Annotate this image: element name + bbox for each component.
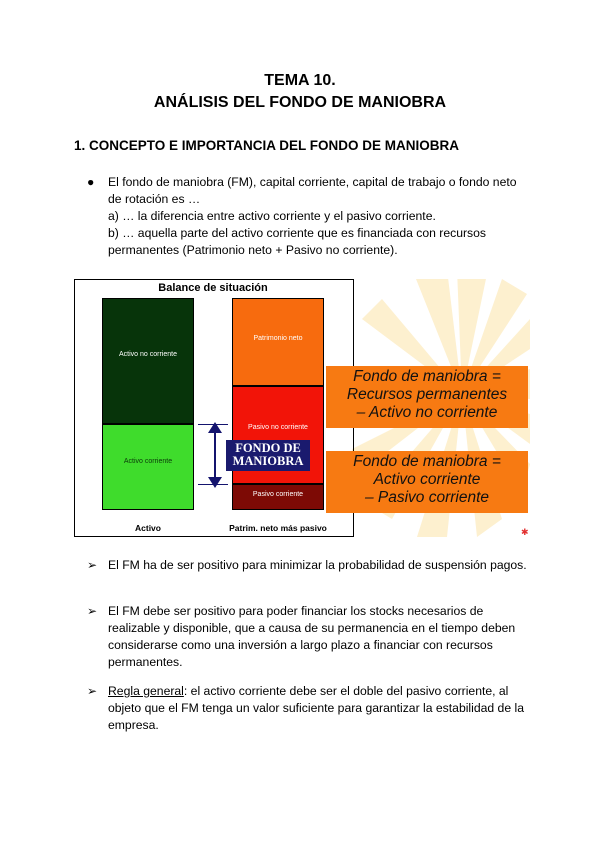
regla-general-label: Regla general <box>108 684 184 698</box>
formula1-line2: Recursos permanentes <box>346 386 508 403</box>
block-activo-corriente <box>102 424 194 510</box>
section-heading: 1. CONCEPTO E IMPORTANCIA DEL FONDO DE MANIOBRA <box>74 138 460 153</box>
arrow-bullet-icon: ➢ <box>87 684 98 698</box>
fm-box-line1: FONDO DE <box>235 441 301 455</box>
list-item <box>87 683 527 734</box>
corner-logo-icon: ✱ <box>521 527 529 537</box>
arrow-up-icon <box>208 422 222 433</box>
document-title-line1: TEMA 10. <box>264 72 336 89</box>
formula2-line1: Fondo de maniobra = <box>353 453 501 470</box>
formula-recursos-permanentes <box>326 366 528 428</box>
fondo-maniobra-box <box>226 440 310 471</box>
formula1-line3: – Activo no corriente <box>356 404 498 421</box>
bullet-dot-icon: ● <box>87 175 95 189</box>
point-text-2: El FM debe ser positivo para poder financiar los stocks necesarios de realizable y disponible, que a causa de su permanencia en el tiempo deben considerarse como una inversión a largo plazo a financiar con recursos permanentes. <box>108 604 516 669</box>
intro-line-definition: El fondo de maniobra (FM), capital corriente, capital de trabajo o fondo neto de rotación es … <box>108 175 517 206</box>
formula2-line3: – Pasivo corriente <box>364 489 490 506</box>
balance-figure <box>74 279 530 537</box>
arrow-bullet-icon: ➢ <box>87 604 98 618</box>
point-text-1: El FM ha de ser positivo para minimizar la probabilidad de suspensión pagos. <box>108 558 527 572</box>
label-pasivo-no-corriente: Pasivo no corriente <box>248 424 308 431</box>
label-patrimonio-neto: Patrimonio neto <box>253 335 303 342</box>
block-patrimonio-neto <box>232 298 324 386</box>
list-item <box>87 603 527 671</box>
formula2-line2: Activo corriente <box>373 471 481 488</box>
arrow-bullet-icon: ➢ <box>87 558 98 572</box>
label-pasivo-corriente: Pasivo corriente <box>252 491 304 498</box>
column-label-activo: Activo <box>135 523 161 533</box>
formula-activo-corriente <box>326 451 528 513</box>
arrow-down-icon <box>208 477 222 488</box>
intro-line-b: b) … aquella parte del activo corriente que es financiada con recursos permanentes (Patrimonio neto + Pasivo no corriente). <box>108 226 487 257</box>
block-activo-no-corriente <box>102 298 194 424</box>
intro-line-a: a) … la diferencia entre activo corriente y el pasivo corriente. <box>108 209 436 223</box>
list-item <box>87 557 527 574</box>
figure-title: Balance de situación <box>158 282 268 294</box>
label-activo-no-corriente: Activo no corriente <box>119 351 177 358</box>
document-title-line2: ANÁLISIS DEL FONDO DE MANIOBRA <box>153 94 447 111</box>
point-text-3: : el activo corriente debe ser el doble del pasivo corriente, al objeto que el FM tenga un valor suficiente para garantizar la estabilidad de la empresa. <box>108 684 524 732</box>
label-activo-corriente: Activo corriente <box>123 458 173 465</box>
intro-bullet <box>87 174 527 259</box>
fm-box-line2: MANIOBRA <box>232 454 304 468</box>
block-pasivo-corriente <box>232 484 324 510</box>
column-label-patrimonio-pasivo: Patrim. neto más pasivo <box>229 523 327 533</box>
formula1-line1: Fondo de maniobra = <box>353 368 501 385</box>
